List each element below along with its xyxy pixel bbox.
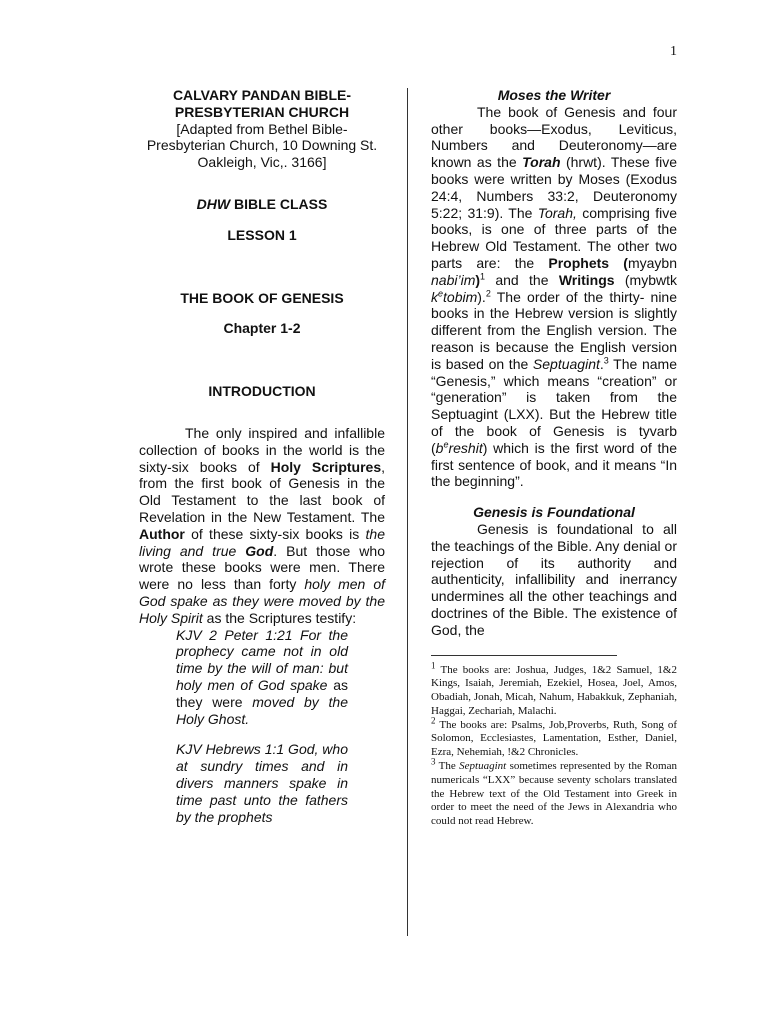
footnote-3: $^3$ The Septuagint sometimes represented by the Roman numericals “LXX” because seventy scholars translated the Hebrew text of the Old Testament into Greek in order to meet the need of the Jews in Alexandria who could not read Hebrew. <box>431 756 677 828</box>
page-number: 1 <box>670 44 677 59</box>
moses-paragraph: The book of Genesis and four other books—Exodus, Leviticus, Numbers and Deuteronomy—are known as the Torah (hrwt). These five books were written by Moses (Exodus 24:4, Numbers 33:2, Deuteronomy 5:22; 31:9). The Torah, comprising five books, is one of three parts of the Hebrew Old Testament. The other two parts are: the Prophets (myaybn nabi’im)$^1$ and the Writings (mybwtk $k^etobim).^2$ The order of the thirty- nine books in the Hebrew version is slightly different from the English version. The reason is because the English version is based on the Septuagint.$^3$ The name “Genesis,” which means “creation” or “generation” is taken from the Septuagint (LXX). But the Hebrew title of the book of Genesis is tyvarb $(b^ereshit)$ which is the first word of the first sentence of book, and it means “In the beginning”. <box>431 103 678 490</box>
footnote-1: $^1$ The books are: Joshua, Judges, 1&2 Samuel, 1&2 Kings, Isaiah, Jeremiah, Ezekiel, Hosea, Joel, Amos, Obadiah, Jonah, Micah, Nahum, Habakkuk, Zephaniah, Haggai, Zechariah, Malachi. <box>431 659 677 717</box>
intro-heading: INTRODUCTION <box>208 383 316 400</box>
scripture-quote-2peter: KJV 2 Peter 1:21 For the prophecy came not in old time by the will of man: but holy men of God spake as they were moved by the Holy Ghost. <box>176 626 348 727</box>
adapted-note: [Adapted from Bethel Bible-Presbyterian Church, 10 Downing St. Oakleigh, Vic,. 3166] <box>146 120 378 171</box>
book-title: THE BOOK OF GENESIS <box>180 289 344 306</box>
left-column <box>139 87 385 825</box>
class-prefix: DHW <box>196 195 231 212</box>
class-title <box>139 196 385 213</box>
foundational-paragraph: Genesis is foundational to all the teachings of the Bible. Any denial or rejection of its authority and authenticity, infallibility and inerrancy undermines all the other teachings and doctrines of the Bible. The existence of God, the <box>431 520 677 638</box>
section-heading-genesis-foundational: Genesis is Foundational <box>473 504 635 521</box>
column-divider <box>407 88 408 936</box>
right-column <box>431 87 677 829</box>
class-suffix: BIBLE CLASS <box>230 195 328 212</box>
intro-paragraph: The only inspired and infallible collection of books in the world is the sixty-six books of Holy Scriptures, from the first book of Genesis in the Old Testament to the last book of Revelation in the New Testament. The Author of these sixty-six books is the living and true God. But those who wrote these books were men. There were no less than forty holy men of God spake as they were moved by the Holy Spirit as the Scriptures testify: <box>139 424 385 626</box>
footnote-rule <box>431 655 617 656</box>
section-heading-moses: Moses the Writer <box>497 87 611 103</box>
chapter-label: Chapter 1-2 <box>223 320 301 337</box>
footnote-2: $^2$ The books are: Psalms, Job,Proverbs, Ruth, Song of Solomon, Ecclesiastes, Lamentation, Esther, Daniel, Ezra, Nehemiah, !&2 Chronicles. <box>431 715 677 759</box>
lesson-label: LESSON 1 <box>227 226 297 243</box>
scripture-quote-hebrews: KJV Hebrews 1:1 God, who at sundry times and in divers manners spake in time past unto the fathers by the prophets <box>176 741 348 825</box>
church-name: CALVARY PANDAN BIBLE-PRESBYTERIAN CHURCH <box>172 87 352 120</box>
